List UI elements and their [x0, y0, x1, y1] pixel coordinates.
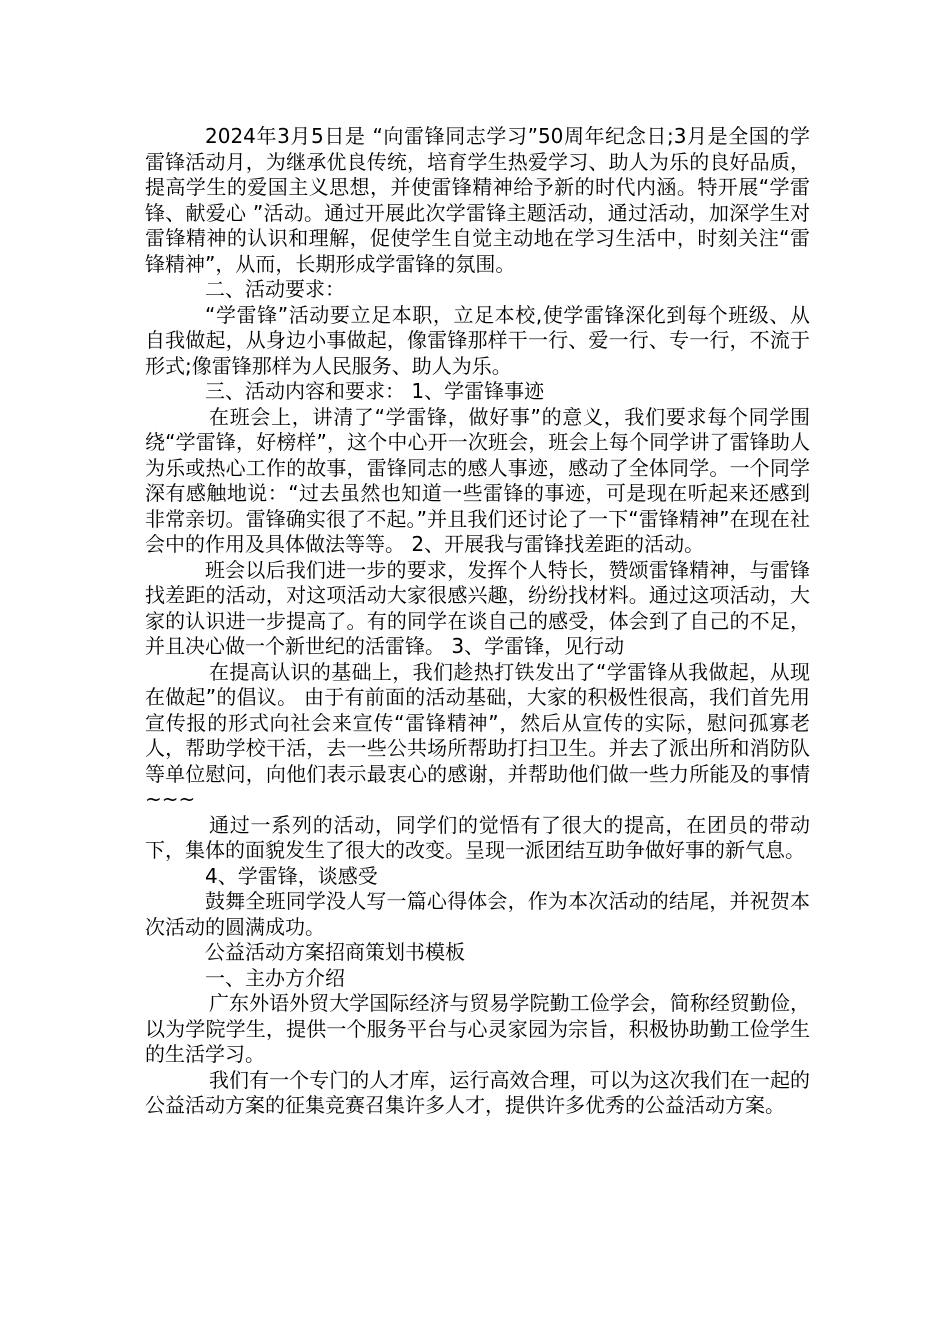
- paragraph-action: 在提高认识的基础上，我们趁热打铁发出了“学雷锋从我做起，从现在做起”的倡议。 由于有前面的活动基础，大家的积极性很高，我们首先用宣传报的形式向社会来宣传“雷锋精神”，然后从宣传的实际，慰问孤寡老人，帮助学校干活，去一些公共场所帮助打扫卫生。并去了派出所和消防队等单位慰问，向他们表示最衷心的感谢，并帮助他们做一些力所能及的事情~~~: [145, 659, 810, 811]
- heading-template-title: 公益活动方案招商策划书模板: [205, 940, 465, 964]
- heading-content: 三、活动内容和要求： 1、学雷锋事迹: [205, 379, 545, 403]
- paragraph-organizer: 广东外语外贸大学国际经济与贸易学院勤工俭学会，简称经贸勤俭，以为学院学生，提供一个服务平台与心灵家园为宗旨，积极协助勤工俭学生的生活学习。: [145, 991, 810, 1066]
- paragraph-intro: 2024年3月5日是 “向雷锋同志学习”50周年纪念日;3月是全国的学雷锋活动月，为继承优良传统，培育学生热爱学习、助人为乐的良好品质，提高学生的爱国主义思想，并使雷锋精神给予新的时代内涵。特开展“学雷锋、献爱心 ”活动。通过开展此次学雷锋主题活动，通过活动，加深学生对雷锋精神的认识和理解，促使学生自觉主动地在学习生活中，时刻关注“雷锋精神”，从而，长期形成学雷锋的氛围。: [145, 124, 810, 276]
- paragraph-result: 通过一系列的活动，同学们的觉悟有了很大的提高，在团员的带动下，集体的面貌发生了很大的改变。呈现一派团结互助争做好事的新气息。: [145, 812, 810, 862]
- heading-requirements: 二、活动要求：: [205, 277, 345, 301]
- document-page: [145, 124, 810, 1119]
- paragraph-talent-pool: 我们有一个专门的人才库，运行高效合理，可以为这次我们在一起的公益活动方案的征集竞赛召集许多人才，提供许多优秀的公益活动方案。: [145, 1067, 810, 1117]
- paragraph-class-meeting: 在班会上，讲清了“学雷锋，做好事”的意义，我们要求每个同学围绕“学雷锋，好榜样”，这个中心开一次班会，班会上每个同学讲了雷锋助人为乐或热心工作的故事，雷锋同志的感人事迹，感动了全体同学。一个同学深有感触地说：“过去虽然也知道一些雷锋的事迹，可是现在听起来还感到非常亲切。雷锋确实很了不起。”并且我们还讨论了一下“雷锋精神”在现在社会中的作用及具体做法等等。 2、开展我与雷锋找差距的活动。: [145, 404, 810, 556]
- paragraph-find-gap: 班会以后我们进一步的要求，发挥个人特长，赞颂雷锋精神，与雷锋找差距的活动，对这项活动大家很感兴趣，纷纷找材料。通过这项活动，大家的认识进一步提高了。有的同学在谈自己的感受，体会到了自己的不足，并且决心做一个新世纪的活雷锋。 3、学雷锋，见行动: [145, 557, 810, 658]
- heading-feelings: 4、学雷锋，谈感受: [205, 863, 378, 888]
- paragraph-feelings: 鼓舞全班同学没人写一篇心得体会，作为本次活动的结尾，并祝贺本次活动的圆满成功。: [145, 889, 810, 939]
- heading-organizer: 一、主办方介绍: [205, 965, 345, 990]
- paragraph-requirements: “学雷锋”活动要立足本职，立足本校,使学雷锋深化到每个班级、从自我做起，从身边小事做起，像雷锋那样干一行、爱一行、专一行，不流于形式;像雷锋那样为人民服务、助人为乐。: [145, 302, 810, 378]
